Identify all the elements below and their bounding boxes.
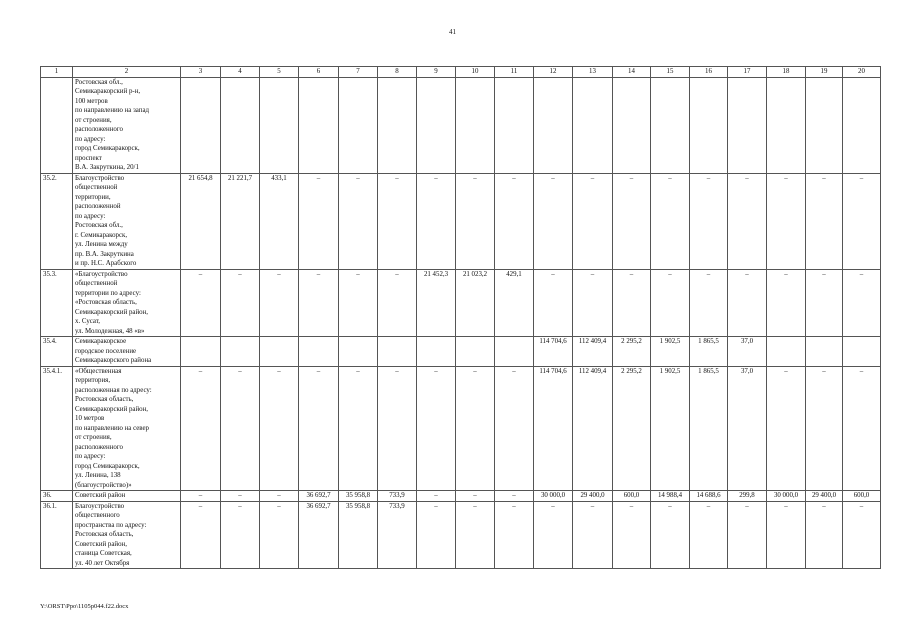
column-header: 20	[843, 67, 881, 78]
value-cell	[181, 77, 221, 173]
value-cell: –	[690, 501, 728, 569]
value-cell: –	[378, 173, 417, 269]
value-cell: –	[534, 501, 573, 569]
value-cell: 14 988,4	[651, 491, 690, 502]
value-cell: –	[767, 501, 806, 569]
value-cell: 30 000,0	[534, 491, 573, 502]
value-cell: –	[613, 269, 651, 337]
value-cell: –	[651, 269, 690, 337]
column-header: 15	[651, 67, 690, 78]
row-number: 36.1.	[41, 501, 73, 569]
table-row	[41, 77, 881, 173]
column-header: 2	[73, 67, 181, 78]
value-cell: 37,0	[728, 337, 767, 367]
value-cell: 114 704,6	[534, 366, 573, 491]
column-header: 16	[690, 67, 728, 78]
row-description: Семикаракорское городское поселение Семикаракорского района	[73, 337, 181, 367]
value-cell: –	[456, 173, 495, 269]
value-cell: –	[339, 173, 378, 269]
value-cell: 21 452,3	[417, 269, 456, 337]
value-cell: 30 000,0	[767, 491, 806, 502]
value-cell: –	[843, 366, 881, 491]
value-cell	[456, 337, 495, 367]
value-cell: –	[495, 173, 534, 269]
value-cell: –	[378, 366, 417, 491]
value-cell: –	[767, 173, 806, 269]
value-cell: 733,9	[378, 491, 417, 502]
value-cell: –	[299, 366, 339, 491]
value-cell: 29 400,0	[806, 491, 843, 502]
value-cell: –	[767, 269, 806, 337]
value-cell: 299,8	[728, 491, 767, 502]
value-cell: –	[495, 501, 534, 569]
value-cell: –	[456, 491, 495, 502]
financing-table	[40, 66, 881, 569]
row-number: 35.4.	[41, 337, 73, 367]
value-cell	[806, 77, 843, 173]
value-cell: 2 295,2	[613, 337, 651, 367]
value-cell: 2 295,2	[613, 366, 651, 491]
column-header: 14	[613, 67, 651, 78]
row-number	[41, 77, 73, 173]
value-cell: –	[181, 491, 221, 502]
value-cell: 112 409,4	[573, 337, 613, 367]
value-cell	[417, 337, 456, 367]
file-path-footer: Y:\ORST\Ppo\1105p044.f22.docx	[40, 603, 129, 610]
value-cell: 21 221,7	[221, 173, 260, 269]
value-cell: –	[378, 269, 417, 337]
value-cell: –	[573, 173, 613, 269]
value-cell: 29 400,0	[573, 491, 613, 502]
value-cell	[378, 77, 417, 173]
column-header: 9	[417, 67, 456, 78]
value-cell	[221, 77, 260, 173]
value-cell: –	[843, 269, 881, 337]
row-number: 35.4.1.	[41, 366, 73, 491]
column-header: 17	[728, 67, 767, 78]
row-description: Советский район	[73, 491, 181, 502]
value-cell: 429,1	[495, 269, 534, 337]
value-cell: –	[417, 491, 456, 502]
value-cell: –	[534, 269, 573, 337]
column-header: 19	[806, 67, 843, 78]
table-row	[41, 269, 881, 337]
value-cell: –	[456, 501, 495, 569]
value-cell: –	[767, 366, 806, 491]
value-cell: –	[417, 501, 456, 569]
table-row	[41, 491, 881, 502]
value-cell	[456, 77, 495, 173]
row-description: Благоустройство общественного пространства по адресу: Ростовская область, Советский район, станица Советская, ул. 40 лет Октября	[73, 501, 181, 569]
value-cell: 733,9	[378, 501, 417, 569]
table-row	[41, 501, 881, 569]
column-header: 4	[221, 67, 260, 78]
value-cell: –	[456, 366, 495, 491]
value-cell	[417, 77, 456, 173]
value-cell: –	[221, 501, 260, 569]
row-description: Ростовская обл., Семикаракорский р-н, 100 метров по направлению на запад от строения, расположенного по адресу: город Семикаракорск, проспект В.А. Закруткина, 20/1	[73, 77, 181, 173]
value-cell: –	[534, 173, 573, 269]
value-cell	[843, 337, 881, 367]
value-cell: –	[181, 501, 221, 569]
value-cell	[495, 77, 534, 173]
value-cell: –	[221, 366, 260, 491]
value-cell: 21 023,2	[456, 269, 495, 337]
column-header: 6	[299, 67, 339, 78]
value-cell: –	[260, 366, 299, 491]
row-description: Благоустройство общественной территории, расположенной по адресу: Ростовская обл., г. Семикаракорск, ул. Ленина между пр. В.А. Закруткина и пр. Н.С. Арабского	[73, 173, 181, 269]
value-cell: –	[651, 501, 690, 569]
column-header: 12	[534, 67, 573, 78]
value-cell: –	[613, 173, 651, 269]
row-number: 35.2.	[41, 173, 73, 269]
value-cell	[339, 77, 378, 173]
column-header: 11	[495, 67, 534, 78]
column-header: 8	[378, 67, 417, 78]
value-cell: 1 865,5	[690, 337, 728, 367]
value-cell	[767, 337, 806, 367]
value-cell	[806, 337, 843, 367]
value-cell	[573, 77, 613, 173]
value-cell: –	[339, 366, 378, 491]
value-cell: –	[260, 491, 299, 502]
value-cell: 14 688,6	[690, 491, 728, 502]
value-cell	[843, 77, 881, 173]
value-cell: –	[495, 366, 534, 491]
header-row	[41, 67, 881, 78]
value-cell: 37,0	[728, 366, 767, 491]
column-header: 18	[767, 67, 806, 78]
value-cell: –	[260, 501, 299, 569]
table-row	[41, 366, 881, 491]
row-description: «Благоустройство общественной территории по адресу: «Ростовская область, Семикаракорский район, х. Сусат, ул. Молодежная, 48 «в»	[73, 269, 181, 337]
value-cell: –	[417, 173, 456, 269]
value-cell: –	[806, 173, 843, 269]
column-header: 3	[181, 67, 221, 78]
value-cell: –	[843, 501, 881, 569]
value-cell: 36 692,7	[299, 501, 339, 569]
value-cell: 114 704,6	[534, 337, 573, 367]
value-cell: –	[221, 269, 260, 337]
value-cell: –	[651, 173, 690, 269]
value-cell: –	[181, 366, 221, 491]
value-cell	[690, 77, 728, 173]
value-cell: –	[728, 501, 767, 569]
value-cell: –	[806, 366, 843, 491]
value-cell	[613, 77, 651, 173]
value-cell: –	[181, 269, 221, 337]
value-cell: 36 692,7	[299, 491, 339, 502]
value-cell: –	[728, 269, 767, 337]
value-cell: –	[806, 501, 843, 569]
value-cell	[378, 337, 417, 367]
value-cell: –	[613, 501, 651, 569]
value-cell: –	[417, 366, 456, 491]
table-row	[41, 337, 881, 367]
value-cell	[728, 77, 767, 173]
value-cell	[495, 337, 534, 367]
column-header: 7	[339, 67, 378, 78]
value-cell	[299, 77, 339, 173]
row-number: 35.3.	[41, 269, 73, 337]
value-cell: –	[690, 269, 728, 337]
value-cell	[221, 337, 260, 367]
value-cell: 1 902,5	[651, 337, 690, 367]
column-header: 5	[260, 67, 299, 78]
value-cell: 600,0	[843, 491, 881, 502]
value-cell: 112 409,4	[573, 366, 613, 491]
column-header: 13	[573, 67, 613, 78]
value-cell	[260, 337, 299, 367]
value-cell	[299, 337, 339, 367]
value-cell	[260, 77, 299, 173]
value-cell: 1 902,5	[651, 366, 690, 491]
value-cell: –	[339, 269, 378, 337]
value-cell	[767, 77, 806, 173]
value-cell: –	[495, 491, 534, 502]
value-cell	[534, 77, 573, 173]
value-cell: –	[299, 173, 339, 269]
value-cell: 35 958,8	[339, 491, 378, 502]
row-description: «Общественная территория, расположенная по адресу: Ростовская область, Семикаракорский район, 10 метров по направлению на север от строения, расположенного по адресу: город Семикаракорск, ул. Ленина, 138 (благоустройство)»	[73, 366, 181, 491]
value-cell: –	[573, 501, 613, 569]
value-cell: –	[299, 269, 339, 337]
value-cell: –	[806, 269, 843, 337]
page-number: 41	[449, 28, 456, 36]
value-cell: 433,1	[260, 173, 299, 269]
value-cell	[181, 337, 221, 367]
value-cell: –	[221, 491, 260, 502]
value-cell: –	[260, 269, 299, 337]
value-cell: 21 654,8	[181, 173, 221, 269]
value-cell	[651, 77, 690, 173]
value-cell: –	[690, 173, 728, 269]
value-cell: –	[728, 173, 767, 269]
value-cell: –	[843, 173, 881, 269]
table-row	[41, 173, 881, 269]
value-cell: –	[573, 269, 613, 337]
value-cell	[339, 337, 378, 367]
row-number: 36.	[41, 491, 73, 502]
column-header: 10	[456, 67, 495, 78]
value-cell: 600,0	[613, 491, 651, 502]
value-cell: 35 958,8	[339, 501, 378, 569]
column-header: 1	[41, 67, 73, 78]
value-cell: 1 865,5	[690, 366, 728, 491]
